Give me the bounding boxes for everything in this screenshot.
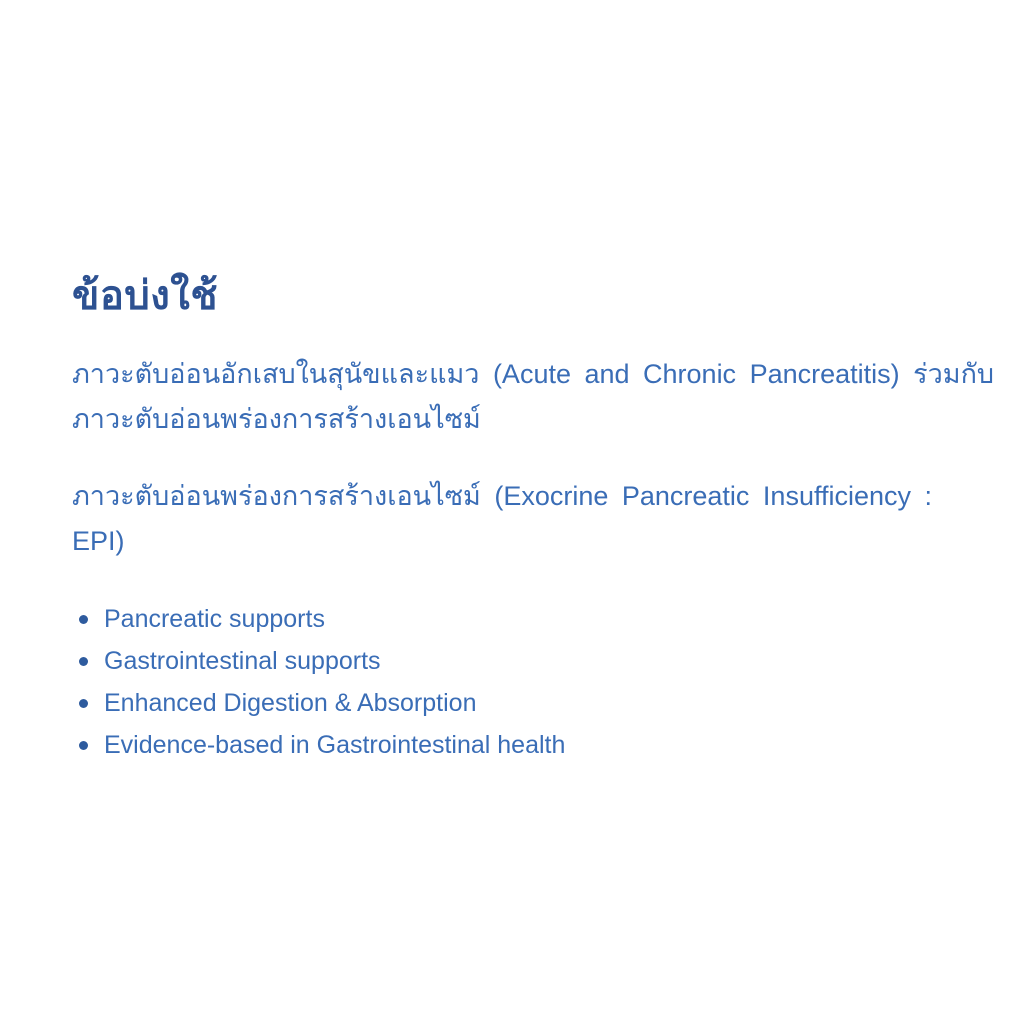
paragraph-1-line-2: ภาวะตับอ่อนพร่องการสร้างเอนไซม์	[72, 404, 481, 434]
bullet-icon	[79, 741, 88, 750]
indications-section	[72, 272, 995, 766]
list-item	[72, 682, 960, 724]
bullet-icon	[79, 657, 88, 666]
list-item	[72, 598, 960, 640]
list-item	[72, 640, 960, 682]
paragraph-2-line-1: ภาวะตับอ่อนพร่องการสร้างเอนไซม์ (Exocrine Pancreatic Insufficiency :	[72, 481, 933, 511]
paragraph-2-line-2: EPI)	[72, 526, 125, 556]
feature-list	[72, 598, 960, 766]
list-item-text: Pancreatic supports	[104, 605, 325, 633]
section-heading: ข้อบ่งใช้	[72, 274, 218, 318]
paragraph-pancreatitis	[72, 352, 995, 442]
paragraph-1-line-1: ภาวะตับอ่อนอักเสบในสุนัขและแมว (Acute and Chronic Pancreatitis) ร่วมกับ	[72, 359, 995, 389]
list-item-text: Enhanced Digestion & Absorption	[104, 689, 477, 717]
bullet-icon	[79, 615, 88, 624]
list-item	[72, 724, 960, 766]
paragraph-epi	[72, 474, 960, 564]
list-item-text: Evidence-based in Gastrointestinal health	[104, 731, 566, 759]
bullet-icon	[79, 699, 88, 708]
list-item-text: Gastrointestinal supports	[104, 647, 381, 675]
